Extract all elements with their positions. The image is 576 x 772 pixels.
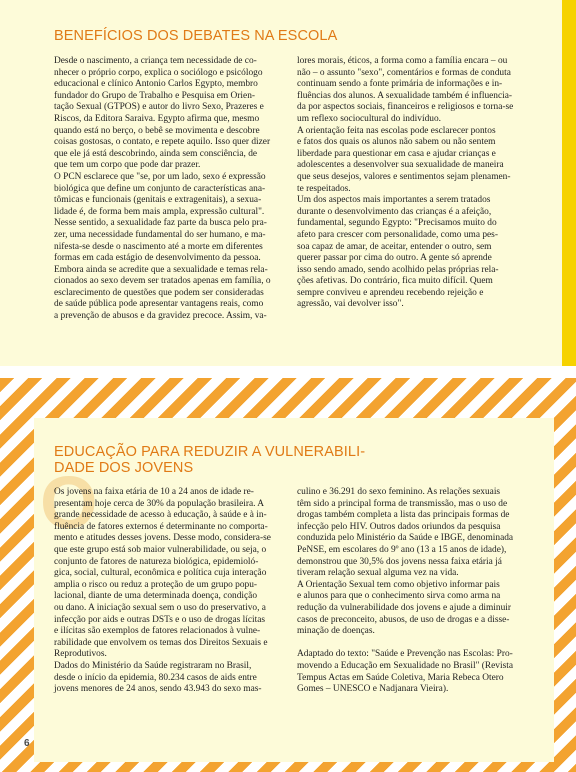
text-line: lacional, diante de uma determinada doença, condição bbox=[54, 591, 258, 602]
text-line: demonstrou que 30,5% dos jovens nessa faixa etária já bbox=[297, 556, 502, 567]
text-line: A Orientação Sexual tem como objetivo informar pais bbox=[297, 579, 500, 590]
text-line: presentam hoje cerca de 30% da população brasileira. A bbox=[54, 498, 265, 509]
text-line: tação Sexual (GTPOS) e autor do livro Sexo, Prazeres e bbox=[54, 102, 264, 113]
text-line: fluência de fatores externos é determinante no comporta- bbox=[54, 521, 268, 532]
text-line: não – o assunto "sexo", comentários e formas de conduta bbox=[297, 67, 511, 78]
text-line: que tem um corpo que pode dar prazer. bbox=[54, 160, 201, 171]
text-line: zer, uma necessidade fundamental do ser humano, e ma- bbox=[54, 229, 266, 240]
section1-column-right bbox=[297, 56, 530, 311]
section2-column-right bbox=[297, 487, 533, 696]
text-line: Gomes – UNESCO e Nadjanara Vieira). bbox=[297, 684, 449, 695]
text-line: afeto para crescer com personalidade, como uma pes- bbox=[297, 229, 498, 240]
text-line: coisas gostosas, o contato, e repete aquilo. Isso quer dizer bbox=[54, 137, 271, 148]
text-line: Os jovens na faixa etária de 10 a 24 anos de idade re- bbox=[54, 487, 254, 497]
section-title-vulnerability bbox=[54, 444, 434, 476]
text-line: cionados ao sexo devem ser tratados apenas em família, o bbox=[54, 276, 271, 287]
text-line: tiveram relação sexual alguma vez na vida. bbox=[297, 568, 459, 579]
text-line: agressão, vai devolver isso". bbox=[297, 299, 404, 310]
text-line: gica, social, cultural, econômica e política cuja interação bbox=[54, 568, 267, 579]
text-line: conduzida pelo Ministério da Saúde e IBGE, denominada bbox=[297, 533, 514, 544]
text-line: Reprodutivos. bbox=[54, 649, 107, 660]
text-line: isso sendo amado, sendo acolhido pelas próprias rela- bbox=[297, 264, 499, 275]
section-title-benefits: BENEFÍCIOS DOS DEBATES NA ESCOLA bbox=[54, 28, 338, 44]
text-line: desde o início da epidemia, 80.234 casos de aids entre bbox=[54, 672, 257, 683]
text-line: fundamental, segundo Egypto: "Precisamos muito do bbox=[297, 218, 497, 229]
text-line: formas em cada estágio de desenvolvimento da pessoa. bbox=[54, 253, 261, 264]
text-line: infecção pelo HIV. Outros dados oriundos da pesquisa bbox=[297, 521, 501, 532]
text-line: Tempus Actas em Saúde Coletiva, Maria Rebeca Otero bbox=[297, 672, 504, 683]
text-line: e fatos dos quais os alunos não sabem ou não sentem bbox=[297, 137, 496, 148]
text-line: Nesse sentido, a sexualidade faz parte da busca pelo pra- bbox=[54, 218, 267, 229]
text-line: continuam sendo a fonte primária de informações e in- bbox=[297, 79, 503, 90]
text-line: amplia o risco ou reduz a proteção de um grupo popu- bbox=[54, 579, 258, 590]
text-line: Embora ainda se acredite que a sexualidade e temas rela- bbox=[54, 264, 268, 275]
text-line: nifesta-se desde o nascimento até a morte em diferentes bbox=[54, 241, 263, 252]
page-number: 6 bbox=[24, 738, 30, 749]
divider-band bbox=[0, 366, 576, 378]
text-line: Riscos, da Editora Saraiva. Egypto afirma que, mesmo bbox=[54, 113, 260, 124]
section2-column-left bbox=[54, 487, 286, 696]
text-line: rabilidade que envolvem os temas dos Direitos Sexuais e bbox=[54, 637, 268, 648]
text-line: quando está no berço, o bebê se movimenta e descobre bbox=[54, 125, 260, 136]
text-line: soa capaz de amar, de aceitar, entender o outro, sem bbox=[297, 241, 492, 252]
text-line: da por aspectos sociais, financeiros e religiosos e torna-se bbox=[297, 102, 514, 113]
text-line: liberdade para questionar em casa e ajudar crianças e bbox=[297, 148, 496, 159]
text-line: ções afetivas. Do contrário, fica muito difícil. Quem bbox=[297, 276, 493, 287]
text-line: que ele já está descobrindo, ainda sem consciência, de bbox=[54, 148, 258, 159]
text-line: casos de preconceito, abusos, de uso de drogas e a disse- bbox=[297, 614, 510, 625]
text-line: e alunos para que o conhecimento sirva como arma na bbox=[297, 591, 501, 602]
text-line: adolescentes a desenvolver sua sexualidade de maneira bbox=[297, 160, 504, 171]
text-line: te respeitados. bbox=[297, 183, 351, 194]
text-line: Desde o nascimento, a criança tem necessidade de co- bbox=[54, 56, 257, 66]
text-line: sempre conviveu e aprendeu recebendo rejeição e bbox=[297, 287, 484, 298]
text-line: tômicas e funcionais (genitais e extragenitais), a sexua- bbox=[54, 195, 262, 206]
text-line: fluências dos alunos. A sexualidade também é influencia- bbox=[297, 90, 513, 101]
section1-column-left bbox=[54, 56, 284, 323]
text-line: Um dos aspectos mais importantes a serem tratados bbox=[297, 195, 491, 206]
text-line: nhecer o próprio corpo, explica o sociólogo e psicólogo bbox=[54, 67, 263, 78]
text-line: A orientação feita nas escolas pode esclarecer pontos bbox=[297, 125, 496, 136]
text-line: a prevenção de abusos e da gravidez precoce. Assim, va- bbox=[54, 311, 267, 322]
text-line: jovens menores de 24 anos, sendo 43.943 do sexo mas- bbox=[54, 684, 262, 695]
text-line: e ilícitas são exemplos de fatores relacionados à vulne- bbox=[54, 626, 261, 637]
text-line: um reflexo sociocultural do indivíduo. bbox=[297, 113, 441, 124]
text-line: movendo a Educação em Sexualidade no Brasil" (Revista bbox=[297, 660, 514, 671]
text-line: de saúde pública pode apresentar vantagens reais, como bbox=[54, 299, 264, 310]
text-line: lores morais, éticos, a forma como a família encara – ou bbox=[297, 56, 508, 66]
text-line: O PCN esclarece que "se, por um lado, sexo é expressão bbox=[54, 171, 266, 182]
text-line: culino e 36.291 do sexo feminino. As relações sexuais bbox=[297, 487, 501, 497]
text-line: educacional e clínico Antonio Carlos Egypto, membro bbox=[54, 79, 258, 90]
text-line: ou dano. A iniciação sexual sem o uso do preservativo, a bbox=[54, 602, 266, 613]
text-line: grande necessidade de acesso à educação, à saúde e à in- bbox=[54, 510, 267, 521]
text-line: conjunto de fatores de natureza biológica, epidemioló- bbox=[54, 556, 259, 567]
text-line: durante o desenvolvimento das crianças é a afeição, bbox=[297, 206, 492, 217]
text-line: biológica que define um conjunto de características ana- bbox=[54, 183, 266, 194]
text-line: que seus desejos, valores e sentimentos sejam plenamen- bbox=[297, 171, 511, 182]
text-line: que este grupo está sob maior vulnerabilidade, ou seja, o bbox=[54, 544, 267, 555]
text-line: minação de doenças. bbox=[297, 626, 375, 637]
title-line-2: DADE DOS JOVENS bbox=[54, 460, 194, 476]
text-line: esclarecimento de questões que podem ser consideradas bbox=[54, 287, 264, 298]
text-line: lidade é, de forma bem mais ampla, expressão cultural". bbox=[54, 206, 265, 217]
text-line: Dados do Ministério da Saúde registraram no Brasil, bbox=[54, 660, 252, 671]
title-line-1: EDUCAÇÃO PARA REDUZIR A VULNERABILI- bbox=[54, 444, 366, 460]
text-line: Adaptado do texto: "Saúde e Prevenção nas Escolas: Pro- bbox=[297, 649, 513, 660]
text-line: PeNSE, em escolares do 9º ano (13 a 15 anos de idade), bbox=[297, 544, 507, 555]
text-line: mento e atitudes desses jovens. Desse modo, considera-se bbox=[54, 533, 271, 544]
text-line: fundador do Grupo de Trabalho e Pesquisa em Orien- bbox=[54, 90, 256, 101]
text-line: infecção por aids e outras DSTs e o uso de drogas lícitas bbox=[54, 614, 266, 625]
text-line: drogas também completa a lista das principais formas de bbox=[297, 510, 510, 521]
drop-cap-letter: O bbox=[40, 461, 98, 544]
text-line: têm sido a principal forma de transmissão, mas o uso de bbox=[297, 498, 508, 509]
text-line: querer passar por cima do outro. A gente só aprende bbox=[297, 253, 492, 264]
text-line: redução da vulnerabilidade dos jovens e ajude a diminuir bbox=[297, 602, 511, 613]
yellow-side-strip bbox=[562, 0, 576, 366]
